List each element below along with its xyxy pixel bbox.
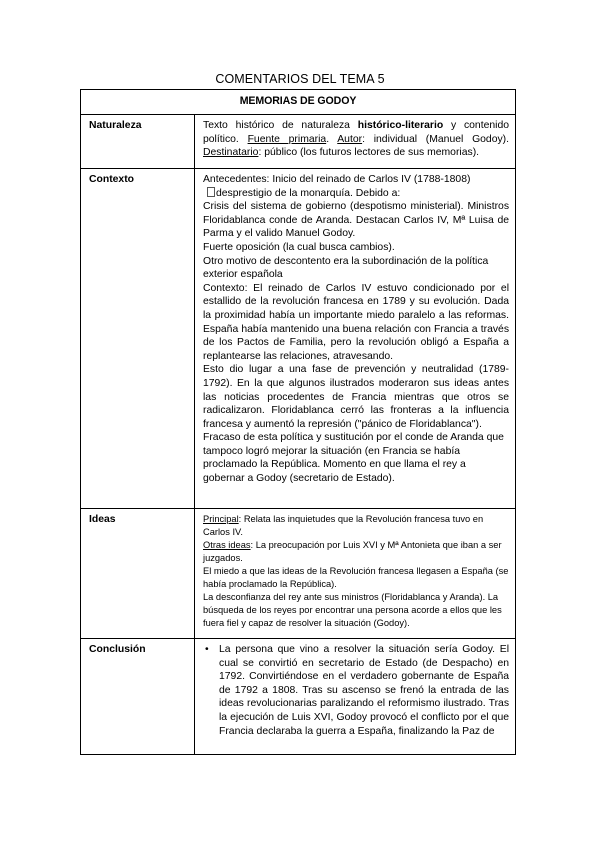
naturaleza-text-4: : individual (Manuel Godoy). [362, 133, 510, 145]
ideas-line-3: El miedo a que las ideas de la Revolución francesa llegasen a España (se había proclamado la República). [203, 566, 509, 589]
ideas-principal [203, 513, 509, 539]
contexto-line-1: Antecedentes: Inicio del reinado de Carlos IV (1788-1808) [203, 174, 471, 185]
label-contexto: Contexto [81, 169, 195, 509]
naturaleza-paragraph [203, 119, 509, 160]
principal-text: : Relata las inquietudes que la Revolución francesa tuvo en Carlos IV. [203, 514, 484, 537]
cell-ideas [195, 509, 516, 639]
arrow-icon [207, 187, 215, 197]
contexto-line-3: Crisis del sistema de gobierno (despotismo ministerial). Ministros Floridablanca conde de Aranda. Destacan Carlos IV, Mª Luisa de Parma y el valido Manuel Godoy. [203, 201, 510, 240]
bullet-icon: • [205, 644, 209, 655]
label-ideas: Ideas [81, 509, 195, 639]
label-conclusion: Conclusión [81, 639, 195, 755]
row-naturaleza [81, 115, 516, 169]
ideas-line-4: La desconfianza del rey ante sus ministros (Floridablanca y Aranda). La búsqueda de los reyes por encontrar una persona acorde a ellos que les fuera fiel y capaz de resolver la situación (Godoy). [203, 592, 502, 628]
cell-conclusion [195, 639, 516, 755]
table-header: MEMORIAS DE GODOY [81, 90, 516, 115]
fuente-label: Fuente primaria [247, 133, 327, 145]
naturaleza-text-1: Texto histórico de naturaleza [203, 120, 358, 131]
row-ideas [81, 509, 516, 639]
contexto-line-5: Otro motivo de descontento era la subordinación de la política exterior española [203, 255, 489, 281]
contexto-line-6: Contexto: El reinado de Carlos IV estuvo condicionado por el estallido de la revolución francesa en 1789 y su evolución. Dada la proximidad había un importante miedo paralelo a las reformas. España había mantenido una buena relación con Francia a través de los Pactos de Familia, pero la revolución obligó a España a replantearse las relaciones, atravesando. [203, 282, 510, 362]
naturaleza-text-2: y contenido político. [203, 120, 510, 145]
contexto-line-4: Fuerte oposición (la cual busca cambios). [203, 241, 395, 253]
principal-label: Principal [203, 514, 239, 524]
naturaleza-text-3: . [326, 133, 338, 145]
label-naturaleza: Naturaleza [81, 115, 195, 169]
ideas-otras [203, 539, 509, 565]
contexto-line-7: Esto dio lugar a una fase de prevención y neutralidad (1789-1792). En la que algunos ilustrados moderaron sus ideas antes las noticias procedentes de Francia mientras que otros se radicalizaron. Floridablanca cerró las fronteras a la influencia francesa y aumentó la represión ("pánico de Floridablanca"). [203, 364, 510, 430]
otras-label: Otras ideas [203, 540, 251, 550]
contexto-line-2 [203, 187, 509, 201]
document-title: COMENTARIOS DEL TEMA 5 [215, 72, 385, 86]
conclusion-bullet-item [203, 643, 509, 738]
contexto-line-2-text: desprestigio de la monarquía. Debido a: [216, 187, 401, 199]
row-conclusion [81, 639, 516, 755]
autor-label: Autor [337, 133, 363, 145]
comment-table [80, 89, 516, 755]
otras-text: : La preocupación por Luis XVI y Mª Antonieta que iban a ser juzgados. [203, 540, 502, 563]
contexto-line-8: Fracaso de esta política y sustitución por el conde de Aranda que tampoco logró mejorar la situación (en Francia se había proclamado la República. Momento en que llama el rey a gobernar a Godoy (secretario de Estado). [203, 432, 504, 485]
table-header-row [81, 90, 516, 115]
naturaleza-text-5: : público (los futuros lectores de sus memorias). [258, 147, 480, 159]
conclusion-text: La persona que vino a resolver la situación sería Godoy. El cual se convirtió en secretario de Estado (de Despacho) en 1792. Convirtiéndose en el verdadero gobernante de España de 1792 a 1808. Tras su ascenso se frenó la entrada de las ideas revolucionarias paralizando el reformismo ilustrado. Tras la ejecución de Luis XVI, Godoy provocó el conflicto por el que Francia declaraba la guerra a España, finalizando la Paz de [219, 644, 510, 737]
row-contexto [81, 169, 516, 509]
cell-naturaleza [195, 115, 516, 169]
destinatario-label: Destinatario [203, 147, 259, 159]
naturaleza-text-bold: histórico-literario [357, 120, 444, 131]
cell-contexto [195, 169, 516, 509]
